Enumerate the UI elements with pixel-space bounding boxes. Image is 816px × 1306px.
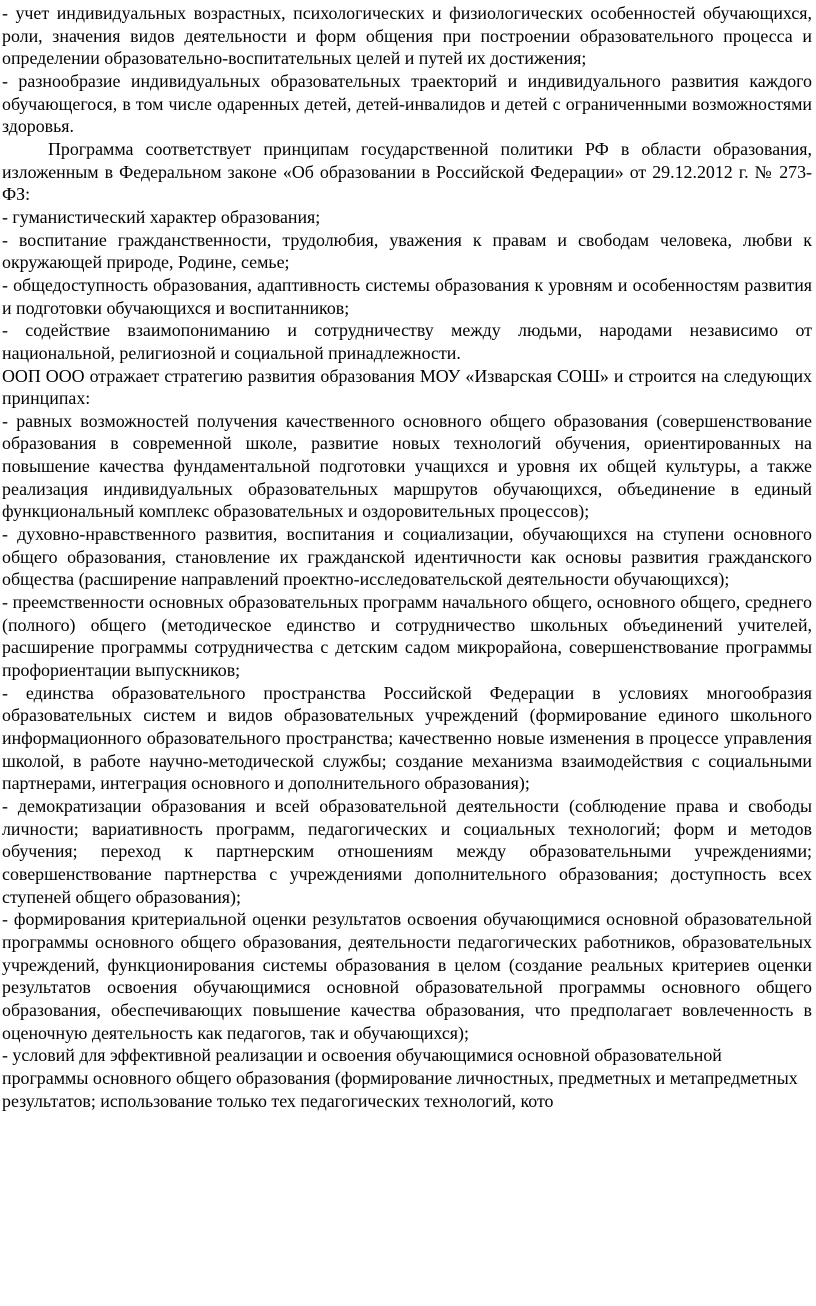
paragraph-9: - равных возможностей получения качественного основного общего образования (совершенствование образования в современной школе, развитие новых технологий обучения, ориентированных на повышение качества фундаментальной подготовки учащихся и уровня их общей культуры, а также реализация индивидуальных образовательных маршрутов обучающихся, объединение в единый функциональный комплекс образовательных и оздоровительных процессов);	[2, 410, 812, 522]
paragraph-5: - воспитание гражданственности, трудолюбия, уважения к правам и свободам человека, любви к окружающей природе, Родине, семье;	[2, 229, 812, 273]
paragraph-3: Программа соответствует принципам государственной политики РФ в области образования, изложенным в Федеральном законе «Об образовании в Российской Федерации» от 29.12.2012 г. № 273-ФЗ:	[2, 138, 812, 205]
paragraph-8: ООП ООО отражает стратегию развития образования МОУ «Изварская СОШ» и строится на следующих принципах:	[2, 365, 812, 409]
paragraph-13: - демократизации образования и всей образовательной деятельности (соблюдение права и свободы личности; вариативность программ, педагогических и социальных технологий; форм и методов обучения; переход к партнерским отношениям между образовательными учреждениями; совершенствование партнерства с учреждениями дополнительного образования; доступность всех ступеней общего образования);	[2, 795, 812, 907]
paragraph-4: - гуманистический характер образования;	[2, 206, 321, 227]
paragraph-1: - учет индивидуальных возрастных, психологических и физиологических особенностей обучающихся, роли, значения видов деятельности и форм общения при построении образовательного процесса и определении образовательно-воспитательных целей и путей их достижения;	[2, 3, 812, 69]
paragraph-6: - общедоступность образования, адаптивность системы образования к уровням и особенностям развития и подготовки обучающихся и воспитанников;	[2, 274, 812, 318]
paragraph-10: - духовно-нравственного развития, воспитания и социализации, обучающихся на ступени основного общего образования, становление их гражданской идентичности как основы развития гражданского общества (расширение направлений проектно-исследовательской деятельности обучающихся);	[2, 524, 812, 590]
paragraph-14: - формирования критериальной оценки результатов освоения обучающимися основной образовательной программы основного общего образования, деятельности педагогических работников, образовательных учреждений, функционирования системы образования в целом (создание реальных критериев оценки результатов освоения обучающимися основной образовательной программы основного общего образования, обеспечивающих повышение качества образования, что предполагает вовлеченность в оценочную деятельность как педагогов, так и обучающихся);	[2, 909, 812, 1043]
paragraph-2: - разнообразие индивидуальных образовательных траекторий и индивидуального развития каждого обучающегося, в том числе одаренных детей, детей-инвалидов и детей с ограниченными возможностями здоровья.	[2, 70, 812, 137]
paragraph-7: - содействие взаимопониманию и сотрудничеству между людьми, народами независимо от национальной, религиозной и социальной принадлежности.	[2, 320, 812, 363]
paragraph-11: - преемственности основных образовательных программ начального общего, основного общего, среднего (полного) общего (методическое единство и сотрудничество школьных объединений учителей, расширение программы сотрудничества с детским садом микрорайона, совершенствование программы профориентации выпускников;	[2, 592, 812, 681]
paragraph-12: - единства образовательного пространства Российской Федерации в условиях многообразия образовательных систем и видов образовательных учреждений (формирование единого школьного информационного образовательного пространства; качественно новые изменения в процессе управления школой, в работе научно-методической службы; создание механизма взаимодействия с социальными партнерами, интеграция основного и дополнительного образования);	[2, 682, 812, 794]
paragraph-15: - условий для эффективной реализации и освоения обучающимися основной образовательной программы основного общего образования (формирование личностных, предметных и метапредметных результатов; использование только тех педагогических технологий, кото	[2, 1045, 798, 1111]
